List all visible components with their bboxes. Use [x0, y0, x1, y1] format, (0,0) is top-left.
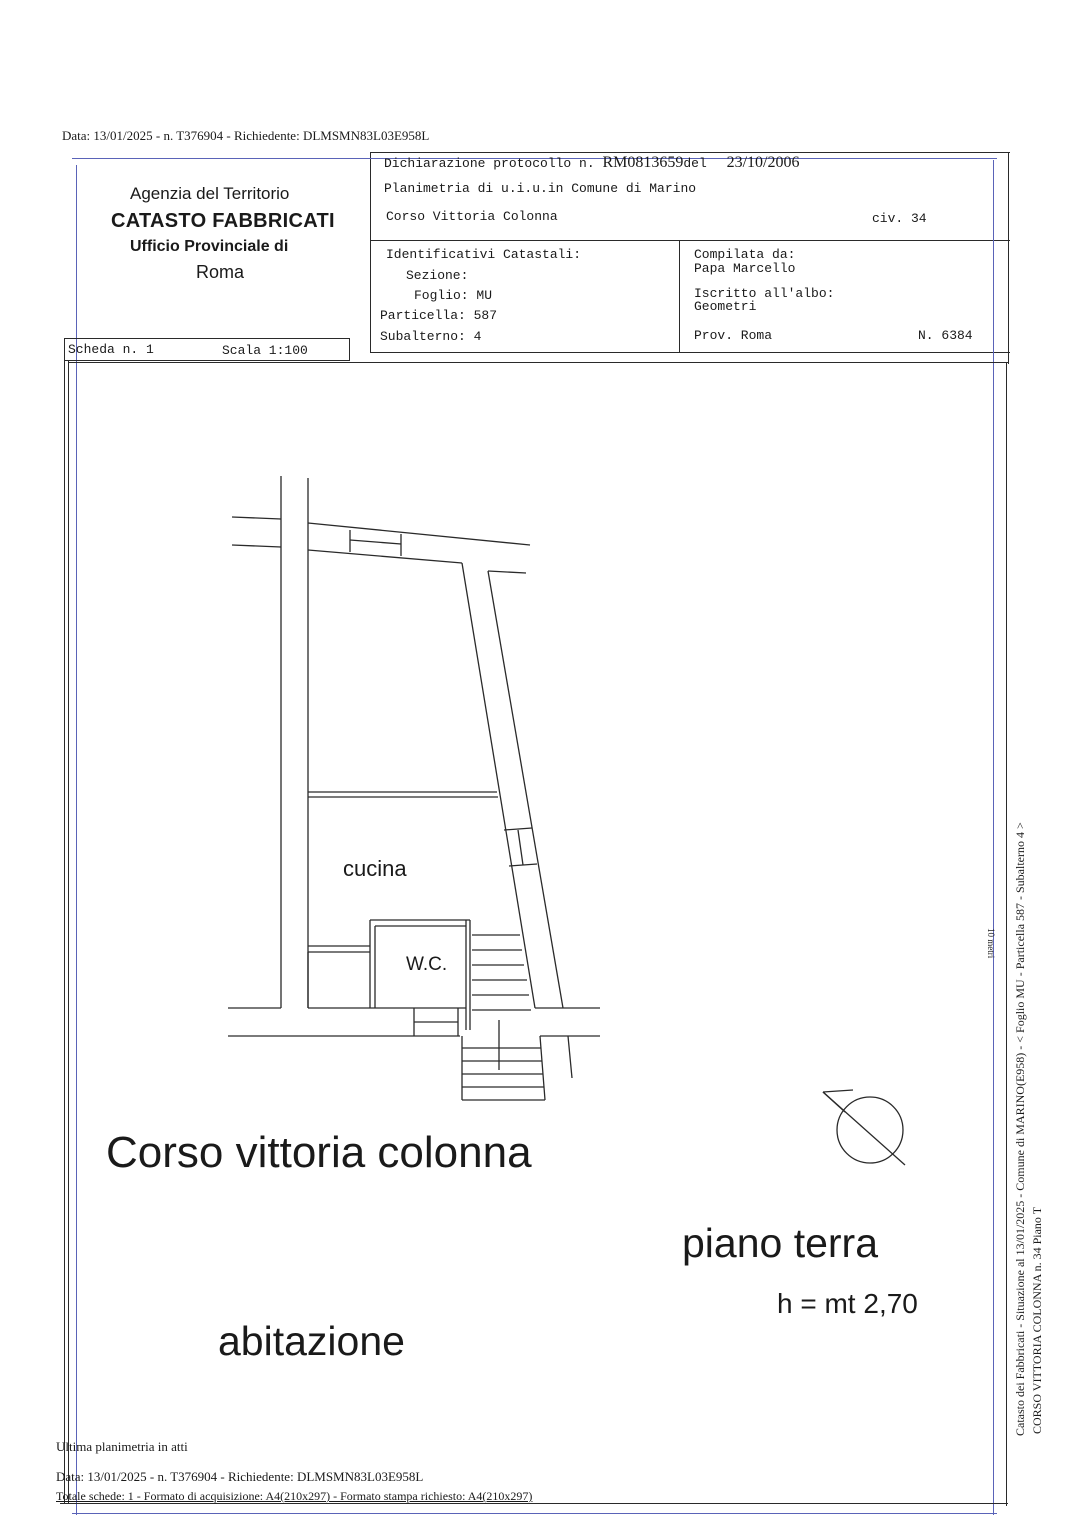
footer-totals-line: Totale schede: 1 - Formato di acquisizione: A4(210x297) - Formato stampa richiesto: A4(210x297) — [56, 1489, 533, 1503]
scheda-number: Scheda n. 1 — [68, 342, 154, 357]
identifiers-title: Identificativi Catastali: — [386, 247, 582, 262]
address-line: Corso Vittoria Colonna — [386, 209, 558, 224]
subalterno-field: Subalterno: 4 — [380, 329, 482, 344]
declaration-label: Dichiarazione protocollo n. — [384, 156, 595, 171]
top-wall-inner — [308, 550, 462, 563]
protocol-date: 23/10/2006 — [726, 154, 800, 171]
street-edge-b — [232, 545, 281, 547]
compiler-name: Papa Marcello — [694, 261, 796, 276]
side-window-mid — [518, 830, 523, 865]
catasto-title: CATASTO FABBRICATI — [111, 210, 335, 232]
side-window-top — [504, 828, 532, 830]
top-window-mid — [350, 540, 401, 544]
protocol-number: RM0813659 — [602, 154, 684, 171]
street-edge-a — [232, 517, 281, 519]
ufficio-city: Roma — [196, 262, 245, 282]
use-label: abitazione — [218, 1318, 405, 1364]
agency-name: Agenzia del Territorio — [130, 184, 290, 203]
del-label: del — [683, 156, 707, 171]
albo-label: Iscritto all'albo: — [694, 286, 835, 301]
compiled-by-label: Compilata da: — [694, 247, 796, 262]
north-arrow-circle — [837, 1097, 903, 1163]
civic-number: civ. 34 — [872, 211, 927, 226]
ufficio-label: Ufficio Provinciale di — [130, 238, 289, 255]
scale-value: Scala 1:100 — [222, 343, 308, 358]
height-label: h = mt 2,70 — [777, 1288, 918, 1319]
particella-field: Particella: 587 — [380, 308, 498, 323]
request-line: Data: 13/01/2025 - n. T376904 - Richiedente: DLMSMN83L03E958L — [62, 128, 430, 143]
room-label-cucina: cucina — [343, 856, 407, 881]
planimetria-line: Planimetria di u.i.u.in Comune di Marino — [384, 181, 697, 196]
albo-number: N. 6384 — [918, 328, 973, 343]
right-street-edge — [488, 571, 526, 573]
street-label: Corso vittoria colonna — [106, 1128, 532, 1177]
albo-value: Geometri — [694, 299, 757, 314]
top-wall-outer — [308, 523, 530, 545]
last-planimetry-note: Ultima planimetria in atti — [56, 1439, 188, 1454]
room-label-wc: W.C. — [406, 954, 448, 975]
scale-bar-label: 10 metri — [986, 928, 996, 959]
province: Prov. Roma — [694, 328, 773, 343]
footer-request-line: Data: 13/01/2025 - n. T376904 - Richiedente: DLMSMN83L03E958L — [56, 1469, 424, 1484]
side-address-text: CORSO VITTORIA COLONNA n. 34 Piano T — [1030, 1206, 1044, 1434]
foglio-field: Foglio: MU — [414, 288, 493, 303]
sezione-field: Sezione: — [406, 268, 469, 283]
side-cadastral-text: Catasto dei Fabbricati - Situazione al 13/01/2025 - Comune di MARINO(E958) - < Foglio MU - Particella 587 - Subalterno 4 > — [1013, 822, 1027, 1436]
floor-label: piano terra — [682, 1220, 879, 1266]
